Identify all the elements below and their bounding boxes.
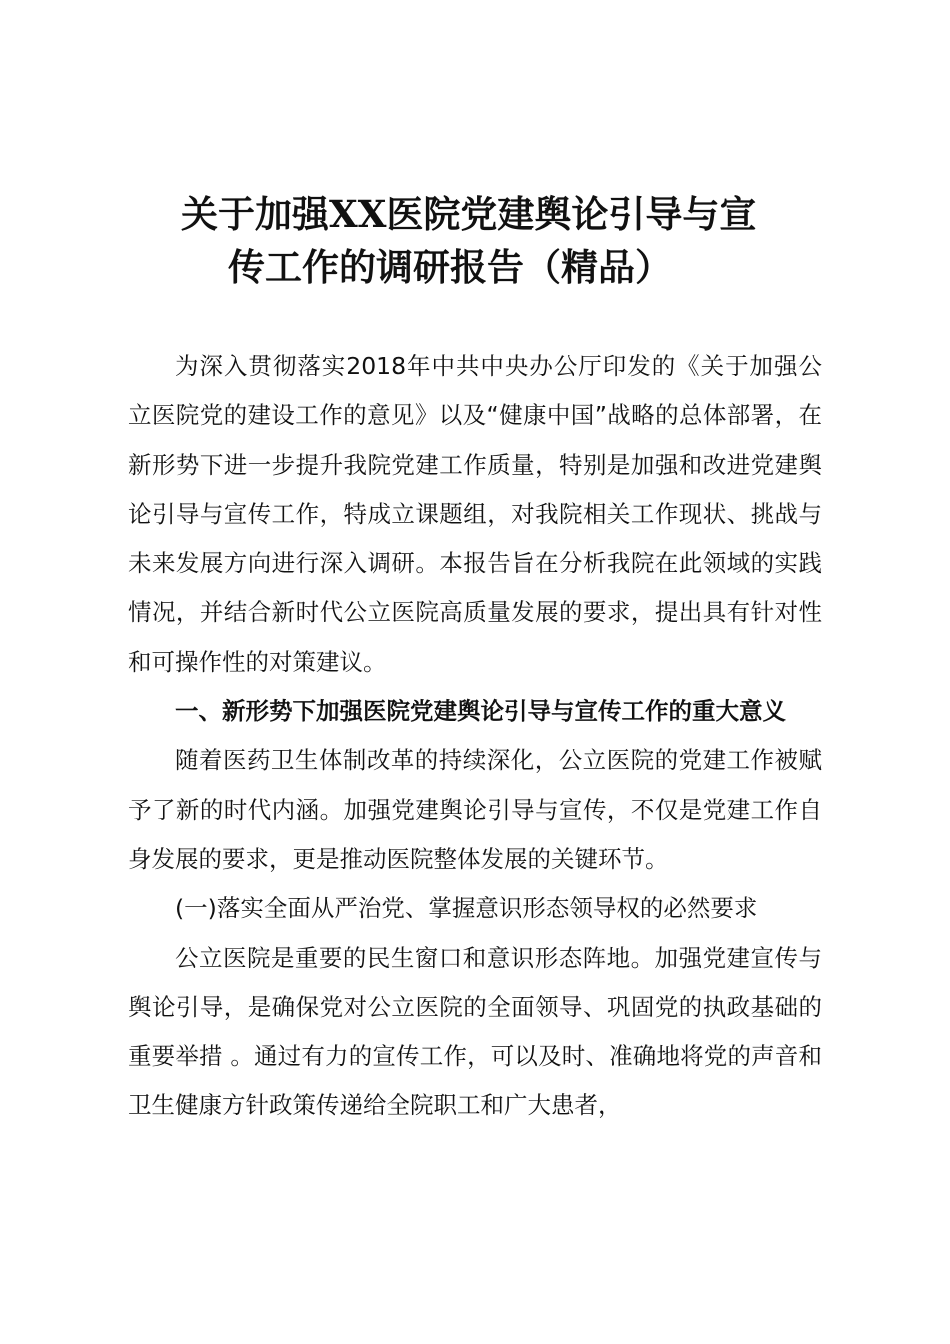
section-1-intro-paragraph: 随着医药卫生体制改革的持续深化，公立医院的党建工作被赋予了新的时代内涵。加强党建舆论引导与宣传，不仅是党建工作自身发展的要求，更是推动医院整体发展的关键环节。 <box>128 746 822 873</box>
document-title <box>128 188 822 294</box>
subsection-1-heading: (一)落实全面从严治党、掌握意识形态领导权的必然要求 <box>175 894 758 923</box>
title-line-2: 传工作的调研报告（精品） <box>228 245 672 289</box>
subsection-1-paragraph: 公立医院是重要的民生窗口和意识形态阵地。加强党建宣传与舆论引导，是确保党对公立医院的全面领导、巩固党的执政基础的重要举措 。通过有力的宣传工作，可以及时、准确地将党的声音和卫生健康方针政策传递给全院职工和广大患者， <box>128 943 822 1120</box>
intro-paragraph: 为深入贯彻落实2018年中共中央办公厅印发的《关于加强公立医院党的建设工作的意见》以及“健康中国”战略的总体部署，在新形势下进一步提升我院党建工作质量，特别是加强和改进党建舆论引导与宣传工作，特成立课题组，对我院相关工作现状、挑战与未来发展方向进行深入调研。本报告旨在分析我院在此领域的实践情况，并结合新时代公立医院高质量发展的要求，提出具有针对性和可操作性的对策建议。 <box>128 352 822 676</box>
section-1-heading: 一、新形势下加强医院党建舆论引导与宣传工作的重大意义 <box>175 697 786 726</box>
title-line-1: 关于加强XX医院党建舆论引导与宣 <box>181 192 757 236</box>
document-body <box>128 342 822 1131</box>
